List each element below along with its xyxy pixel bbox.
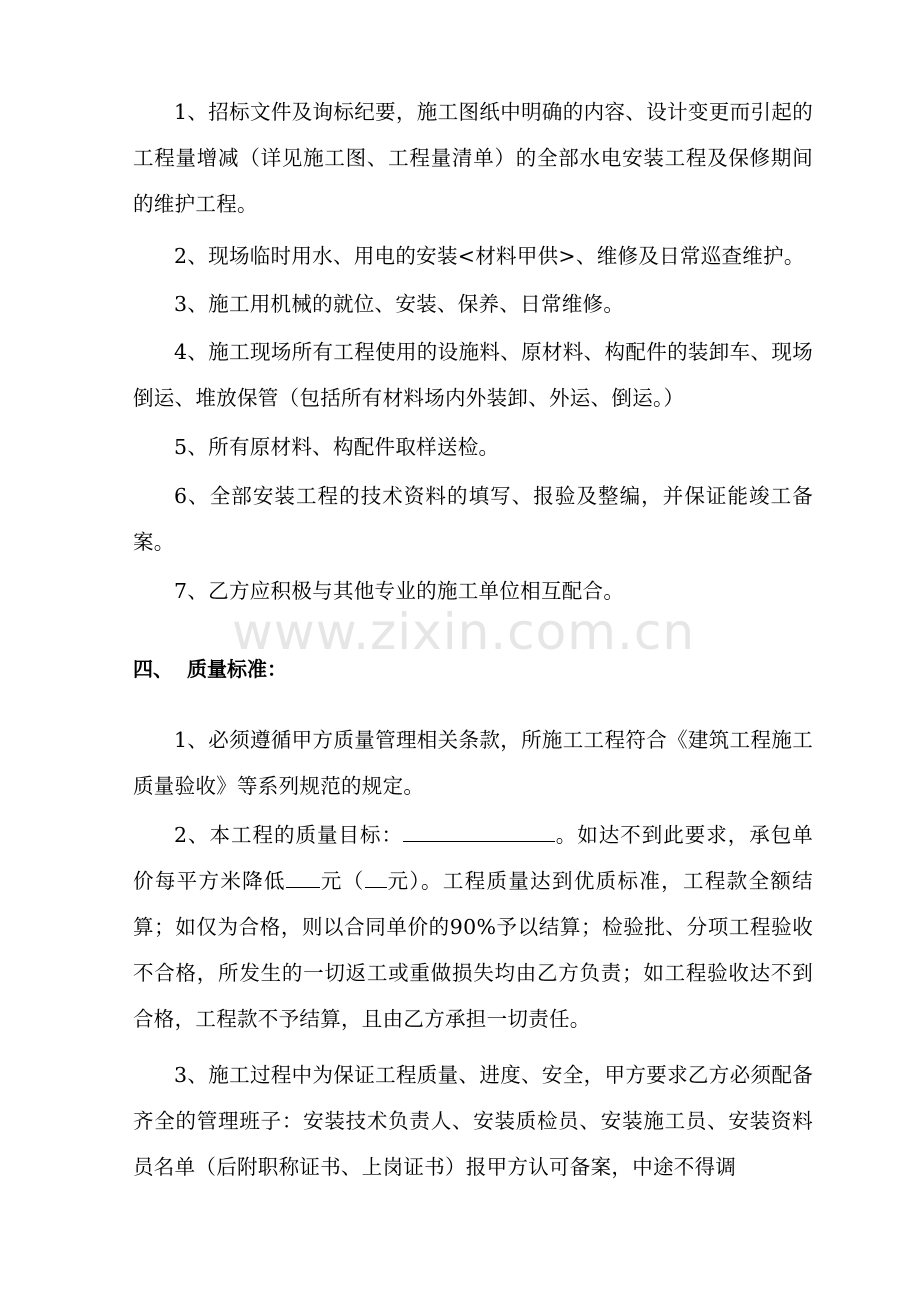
section-number: 四、 bbox=[133, 657, 173, 681]
watermark: www.zixin.com.cn bbox=[232, 603, 696, 661]
quality-item-2-text-b: 。如达不到此要求，承包单价每平方米降低 bbox=[133, 823, 814, 893]
scope-item-6: 6、全部安装工程的技术资料的填写、报验及整编，并保证能竣工备案。 bbox=[133, 484, 813, 554]
quality-target-blank[interactable] bbox=[403, 823, 555, 842]
quality-item-2-text-a: 2、本工程的质量目标： bbox=[174, 823, 404, 847]
scope-item-7: 7、乙方应积极与其他专业的施工单位相互配合。 bbox=[174, 579, 625, 603]
scope-item-5: 5、所有原材料、构配件取样送检。 bbox=[174, 435, 500, 459]
section-heading-quality bbox=[133, 654, 813, 684]
scope-item-4: 4、施工现场所有工程使用的设施料、原材料、构配件的装卸车、现场倒运、堆放保管（包括所有材料场内外装卸、外运、倒运。） bbox=[133, 340, 813, 410]
scope-item-1: 1、招标文件及询标纪要，施工图纸中明确的内容、设计变更而引起的工程量增减（详见施工图、工程量清单）的全部水电安装工程及保修期间的维护工程。 bbox=[133, 100, 813, 216]
quality-item-3: 3、施工过程中为保证工程质量、进度、安全，甲方要求乙方必须配备齐全的管理班子：安装技术负责人、安装质检员、安装施工员、安装资料员名单（后附职称证书、上岗证书）报甲方认可备案，中途不得调 bbox=[133, 1063, 813, 1179]
price-reduction-blank[interactable] bbox=[286, 869, 320, 888]
scope-item-3: 3、施工用机械的就位、安装、保养、日常维修。 bbox=[174, 292, 625, 316]
scope-item-2: 2、现场临时用水、用电的安装<材料甲供>、维修及日常巡查维护。 bbox=[174, 244, 805, 268]
section-title: 质量标准： bbox=[187, 657, 287, 681]
quality-item-2 bbox=[133, 812, 813, 1042]
price-reduction-uppercase-blank[interactable] bbox=[365, 869, 387, 888]
quality-item-2-text-c: 元（ bbox=[319, 869, 365, 893]
quality-item-2-text-d: 元）。工程质量达到优质标准，工程款全额结算；如仅为合格，则以合同单价的90%予以结算；检验批、分项工程验收不合格，所发生的一切返工或重做损失均由乙方负责；如工程验收达不到合格，工程款不予结算，且由乙方承担一切责任。 bbox=[133, 869, 813, 1031]
quality-item-1: 1、必须遵循甲方质量管理相关条款，所施工工程符合《建筑工程施工质量验收》等系列规范的规定。 bbox=[133, 728, 813, 798]
